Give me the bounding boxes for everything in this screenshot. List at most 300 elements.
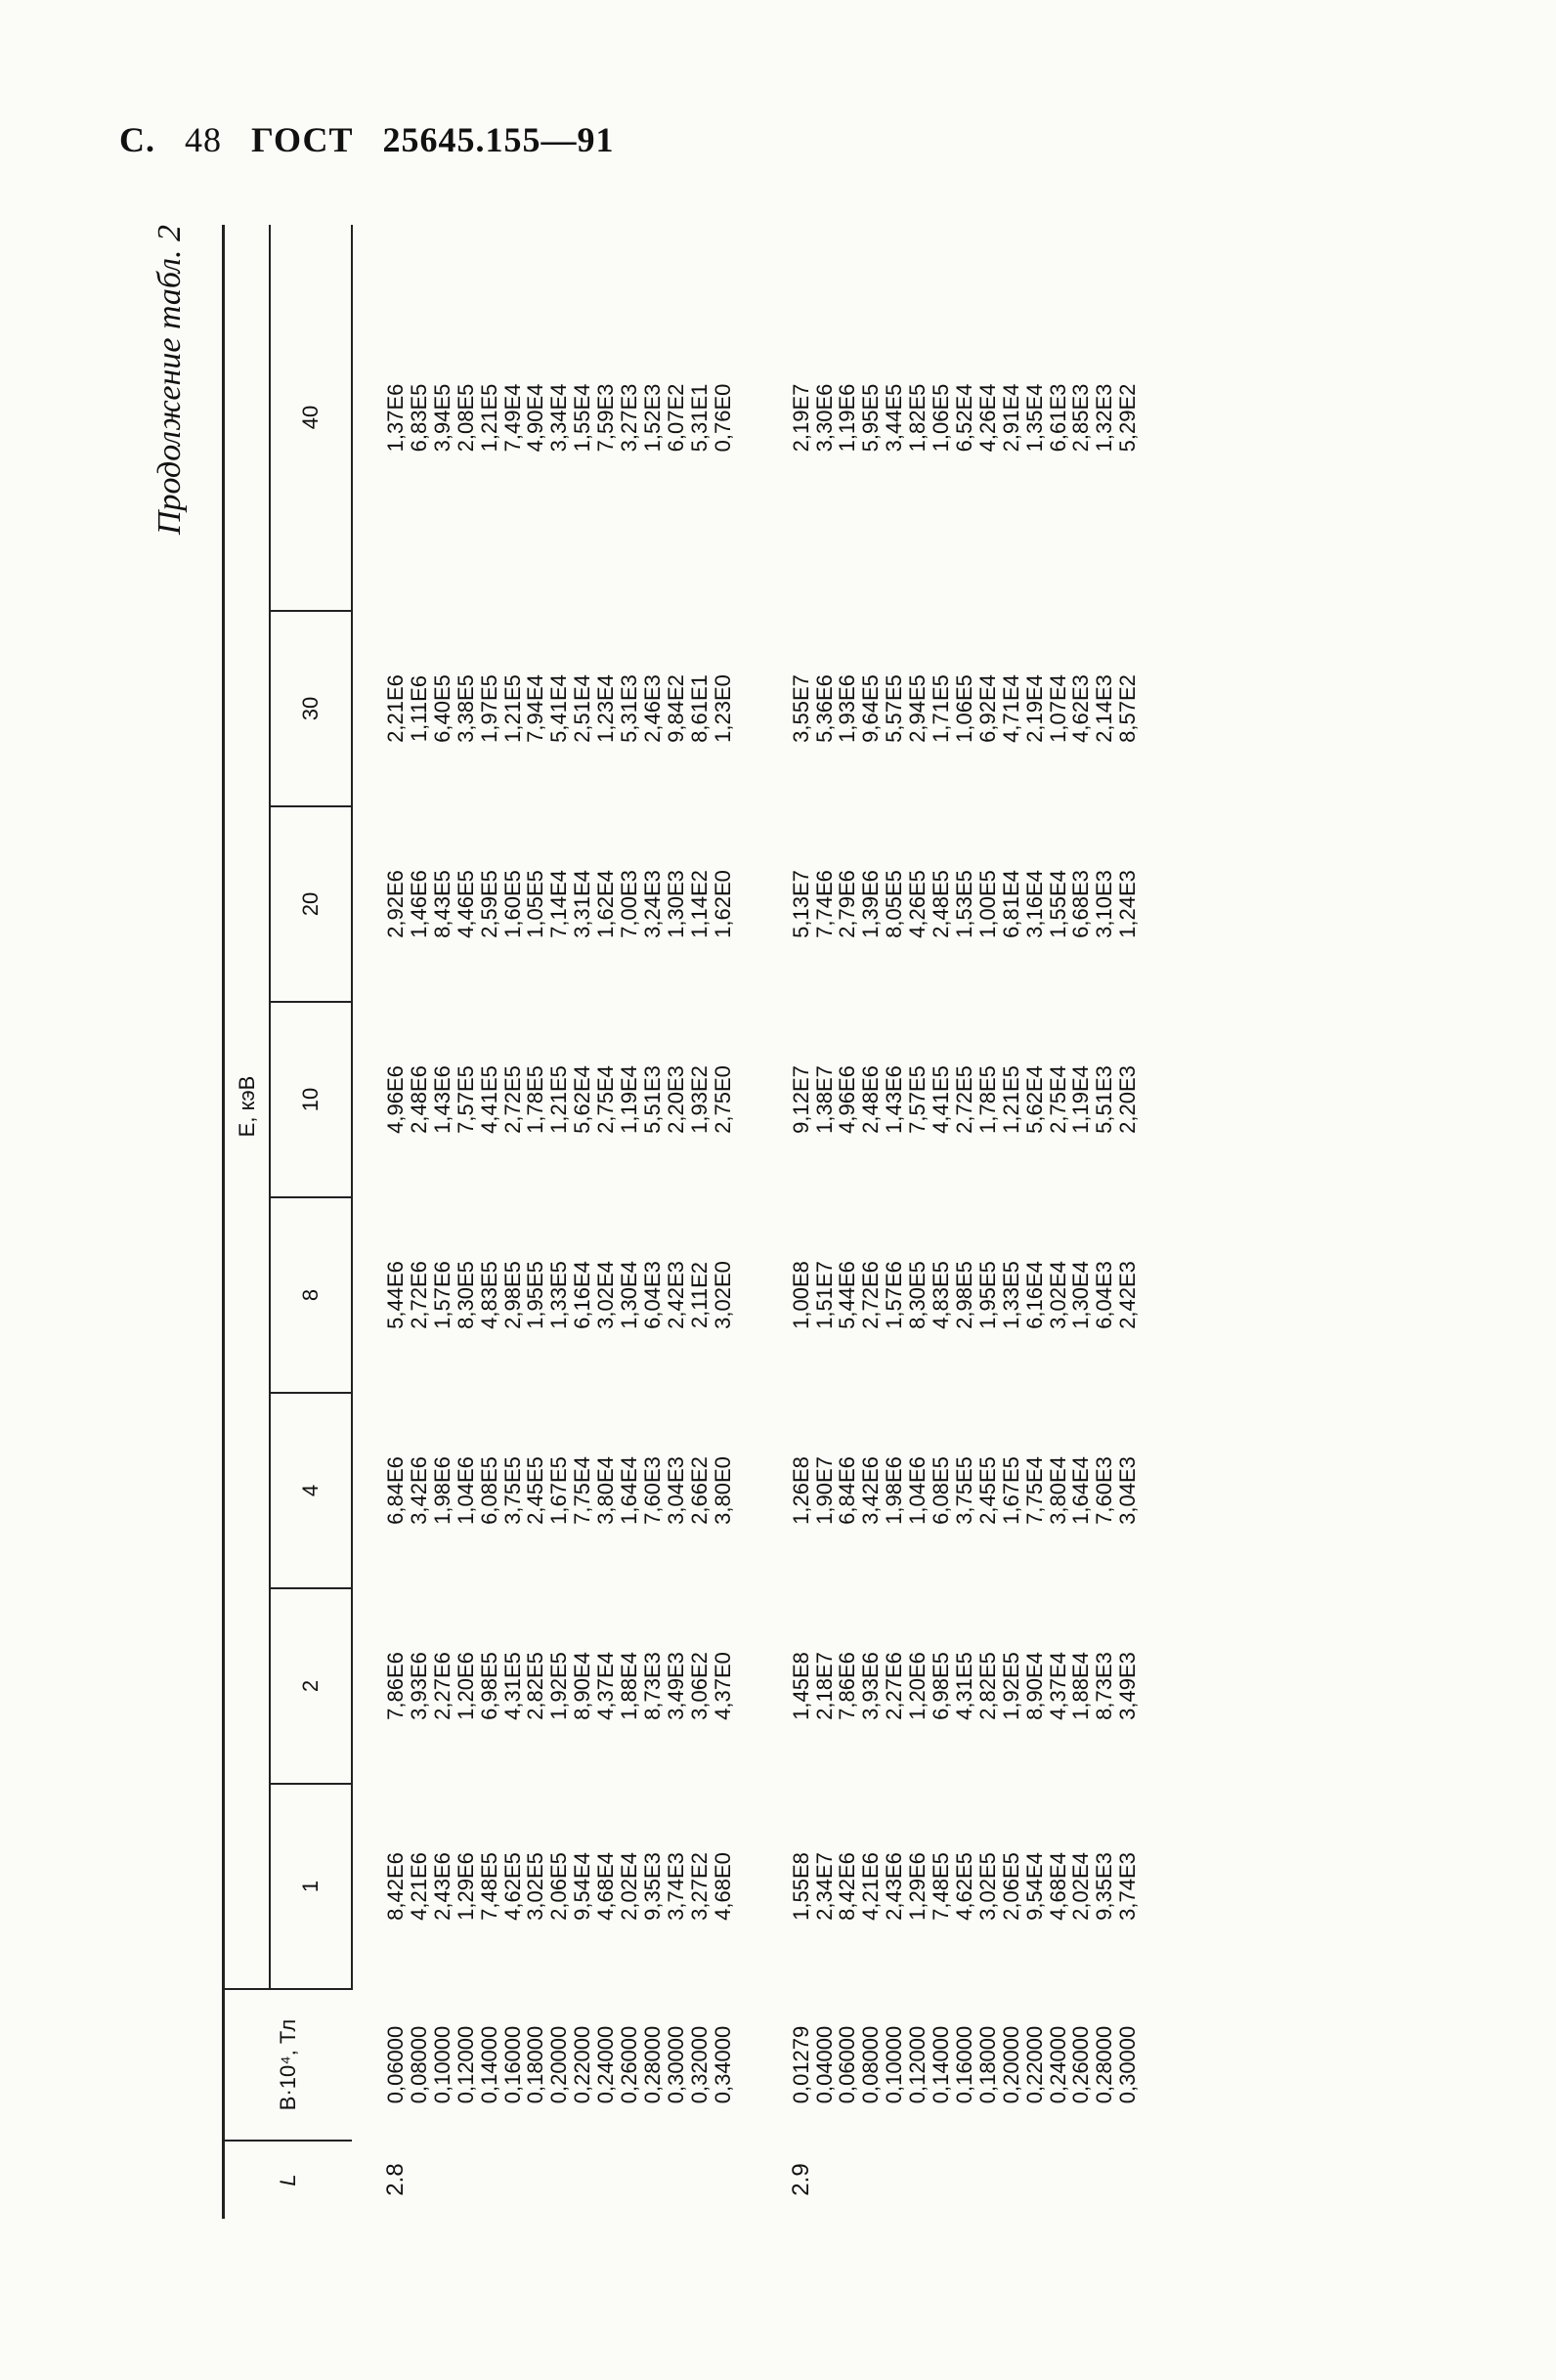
flux-value: 1,53E5 [951, 870, 976, 938]
flux-value: 7,57E5 [453, 1065, 478, 1134]
B-value: 0,26000 [1068, 2025, 1094, 2104]
flux-value: 5,41E4 [546, 674, 572, 743]
flux-value: 3,24E3 [639, 870, 665, 938]
table-caption: Продолжение табл. 2 [151, 225, 188, 536]
flux-value: 2,85E3 [1068, 383, 1094, 453]
flux-value: 1,21E5 [476, 383, 501, 453]
flux-value: 3,04E3 [1115, 1456, 1141, 1525]
flux-value: 8,42E6 [383, 1852, 408, 1921]
flux-value: 2,45E5 [523, 1456, 548, 1525]
flux-value: 2,59E5 [476, 870, 501, 938]
flux-value: 7,86E6 [835, 1652, 860, 1720]
flux-value: 1,82E5 [905, 383, 930, 453]
flux-value: 1,51E7 [811, 1261, 837, 1329]
energy-header: 8 [270, 1197, 352, 1393]
B-value: 0,20000 [998, 2025, 1023, 2104]
B-value: 0,14000 [929, 2025, 954, 2104]
flux-value: 6,84E6 [835, 1456, 860, 1525]
flux-value: 5,29E2 [1115, 383, 1141, 453]
flux-value: 1,14E2 [686, 870, 712, 938]
flux-value: 2,92E6 [383, 870, 408, 938]
flux-value: 4,31E5 [951, 1652, 976, 1720]
flux-column [790, 225, 1141, 611]
flux-value: 2,79E6 [835, 870, 860, 938]
flux-value: 1,43E6 [882, 1065, 907, 1134]
flux-value: 7,00E3 [617, 870, 642, 938]
flux-value: 8,30E5 [905, 1261, 930, 1329]
flux-value: 5,62E4 [1021, 1065, 1047, 1134]
flux-value: 1,46E6 [406, 870, 431, 938]
flux-value: 6,08E5 [476, 1456, 501, 1525]
flux-value: 7,48E5 [476, 1852, 501, 1921]
flux-value: 2,98E5 [499, 1261, 525, 1329]
flux-value: 2,06E5 [998, 1852, 1023, 1921]
flux-value: 2,19E7 [788, 383, 813, 453]
flux-value: 1,21E5 [998, 1065, 1023, 1134]
flux-value: 8,43E5 [429, 870, 454, 938]
flux-value: 2,27E6 [882, 1652, 907, 1720]
flux-value: 6,07E2 [663, 383, 688, 453]
flux-value: 3,74E3 [663, 1852, 688, 1921]
B-value: 0,18000 [974, 2025, 1000, 2104]
B-value: 0,20000 [546, 2025, 572, 2104]
flux-value: 2,72E5 [951, 1065, 976, 1134]
flux-value: 3,04E3 [663, 1456, 688, 1525]
flux-value: 3,80E4 [593, 1456, 619, 1525]
flux-value: 1,20E6 [905, 1652, 930, 1720]
flux-value: 2,43E6 [882, 1852, 907, 1921]
flux-column [384, 1784, 735, 1989]
flux-value: 7,60E3 [639, 1456, 665, 1525]
flux-column [790, 1393, 1141, 1588]
rotated-table-area [151, 225, 1141, 2219]
flux-value: 7,14E4 [546, 870, 572, 938]
flux-value: 1,30E4 [1068, 1261, 1094, 1329]
flux-value: 1,67E5 [546, 1456, 572, 1525]
flux-value: 1,78E5 [974, 1065, 1000, 1134]
flux-value: 4,62E5 [499, 1852, 525, 1921]
flux-value: 2,75E0 [710, 1065, 735, 1134]
flux-value: 2,21E6 [383, 674, 408, 743]
B-value: 0,32000 [686, 2025, 712, 2104]
flux-value: 2,72E6 [858, 1261, 884, 1329]
B-value: 0,22000 [1021, 2025, 1047, 2104]
flux-value: 1,78E5 [523, 1065, 548, 1134]
B-value: 0,34000 [710, 2025, 735, 2104]
flux-value: 1,95E5 [974, 1261, 1000, 1329]
flux-column [790, 1784, 1141, 1989]
flux-value: 1,71E5 [929, 674, 954, 743]
flux-value: 2,98E5 [951, 1261, 976, 1329]
flux-value: 1,92E5 [998, 1652, 1023, 1720]
flux-value: 4,68E0 [710, 1852, 735, 1921]
flux-value: 2,43E6 [429, 1852, 454, 1921]
flux-value: 1,57E6 [429, 1261, 454, 1329]
flux-value: 6,98E5 [929, 1652, 954, 1720]
flux-column [790, 1002, 1141, 1197]
flux-value: 1,26E8 [788, 1456, 813, 1525]
flux-column [384, 1197, 735, 1393]
flux-value: 1,06E5 [929, 383, 954, 453]
B-value: 0,18000 [523, 2025, 548, 2104]
flux-value: 1,93E6 [835, 674, 860, 743]
flux-value: 1,30E3 [663, 870, 688, 938]
flux-value: 8,73E3 [639, 1652, 665, 1720]
flux-value: 4,62E3 [1068, 674, 1094, 743]
flux-value: 3,02E5 [523, 1852, 548, 1921]
flux-value: 5,95E5 [858, 383, 884, 453]
flux-value: 1,98E6 [882, 1456, 907, 1525]
flux-value: 5,62E4 [570, 1065, 595, 1134]
flux-value: 4,26E4 [974, 383, 1000, 453]
flux-column [790, 611, 1141, 806]
flux-value: 4,62E5 [951, 1852, 976, 1921]
flux-value: 2,72E5 [499, 1065, 525, 1134]
flux-value: 1,11E6 [406, 674, 431, 743]
flux-value: 1,90E7 [811, 1456, 837, 1525]
energy-header: 20 [270, 806, 352, 1002]
B-value: 0,24000 [1045, 2025, 1070, 2104]
energy-header: 10 [270, 1002, 352, 1197]
flux-value: 3,02E5 [974, 1852, 1000, 1921]
flux-value: 1,32E3 [1092, 383, 1117, 453]
flux-value: 2,19E4 [1021, 674, 1047, 743]
flux-value: 9,54E4 [1021, 1852, 1047, 1921]
flux-value: 5,51E3 [639, 1065, 665, 1134]
flux-value: 3,10E3 [1092, 870, 1117, 938]
flux-value: 4,96E6 [383, 1065, 408, 1134]
flux-value: 6,16E4 [570, 1261, 595, 1329]
flux-value: 1,92E5 [546, 1652, 572, 1720]
B-value: 0,08000 [406, 2025, 431, 2104]
flux-value: 2,51E4 [570, 674, 595, 743]
flux-value: 2,75E4 [1045, 1065, 1070, 1134]
flux-value: 0,76E0 [710, 383, 735, 453]
flux-column [384, 1002, 735, 1197]
flux-value: 4,96E6 [835, 1065, 860, 1134]
flux-value: 1,64E4 [1068, 1456, 1094, 1525]
B-value: 0,30000 [663, 2025, 688, 2104]
flux-column [790, 1588, 1141, 1784]
B-value: 0,06000 [835, 2025, 860, 2104]
flux-value: 3,75E5 [499, 1456, 525, 1525]
flux-value: 1,45E8 [788, 1652, 813, 1720]
flux-value: 1,88E4 [1068, 1652, 1094, 1720]
flux-column [384, 1393, 735, 1588]
flux-value: 7,60E3 [1092, 1456, 1117, 1525]
E-header: E, кэВ [224, 225, 271, 1989]
flux-value: 9,54E4 [570, 1852, 595, 1921]
flux-value: 3,02E4 [1045, 1261, 1070, 1329]
flux-value: 4,37E4 [593, 1652, 619, 1720]
flux-value: 2,14E3 [1092, 674, 1117, 743]
flux-value: 3,30E6 [811, 383, 837, 453]
standard-code: 25645.155—91 [382, 120, 615, 159]
flux-value: 1,97E5 [476, 674, 501, 743]
flux-value: 6,04E3 [639, 1261, 665, 1329]
B-value: 0,28000 [639, 2025, 665, 2104]
flux-value: 3,06E2 [686, 1652, 712, 1720]
flux-value: 9,35E3 [639, 1852, 665, 1921]
flux-value: 5,31E1 [686, 383, 712, 453]
data-table [222, 225, 1140, 2219]
flux-value: 4,83E5 [929, 1261, 954, 1329]
flux-value: 3,42E6 [406, 1456, 431, 1525]
flux-value: 6,16E4 [1021, 1261, 1047, 1329]
flux-value: 1,07E4 [1045, 674, 1070, 743]
B-value: 0,01279 [788, 2025, 813, 2104]
flux-value: 1,88E4 [617, 1652, 642, 1720]
flux-value: 2,34E7 [811, 1852, 837, 1921]
flux-value: 2,02E4 [617, 1852, 642, 1921]
flux-value: 1,23E4 [593, 674, 619, 743]
flux-value: 3,27E2 [686, 1852, 712, 1921]
flux-value: 6,68E3 [1068, 870, 1094, 938]
flux-value: 3,31E4 [570, 870, 595, 938]
L-value: 2.9 [787, 2163, 814, 2196]
flux-value: 4,83E5 [476, 1261, 501, 1329]
B-value: 0,06000 [383, 2025, 408, 2104]
B-value: 0,24000 [593, 2025, 619, 2104]
flux-value: 1,30E4 [617, 1261, 642, 1329]
B-header: B·10⁴, Тл [224, 1989, 353, 2141]
flux-value: 1,52E3 [639, 383, 665, 453]
L-header: L [224, 2141, 353, 2219]
flux-value: 6,84E6 [383, 1456, 408, 1525]
L-value: 2.8 [382, 2163, 409, 2196]
B-value: 0,10000 [882, 2025, 907, 2104]
flux-value: 7,74E6 [811, 870, 837, 938]
flux-value: 7,48E5 [929, 1852, 954, 1921]
flux-value: 2,48E5 [929, 870, 954, 938]
flux-value: 1,93E2 [686, 1065, 712, 1134]
flux-value: 4,41E5 [476, 1065, 501, 1134]
B-value: 0,16000 [951, 2025, 976, 2104]
flux-value: 1,98E6 [429, 1456, 454, 1525]
flux-value: 1,04E6 [453, 1456, 478, 1525]
flux-value: 6,61E3 [1045, 383, 1070, 453]
flux-value: 1,64E4 [617, 1456, 642, 1525]
table-row-group [790, 225, 1141, 2219]
flux-value: 3,94E5 [429, 383, 454, 453]
flux-value: 6,04E3 [1092, 1261, 1117, 1329]
flux-value: 2,08E5 [453, 383, 478, 453]
flux-value: 7,57E5 [905, 1065, 930, 1134]
flux-value: 2,42E3 [1115, 1261, 1141, 1329]
flux-value: 1,55E8 [788, 1852, 813, 1921]
B-value: 0,12000 [905, 2025, 930, 2104]
flux-value: 6,81E4 [998, 870, 1023, 938]
flux-value: 3,34E4 [546, 383, 572, 453]
flux-value: 1,21E5 [499, 674, 525, 743]
flux-value: 3,49E3 [663, 1652, 688, 1720]
energy-header: 30 [270, 611, 352, 806]
flux-value: 4,37E4 [1045, 1652, 1070, 1720]
flux-value: 1,95E5 [523, 1261, 548, 1329]
flux-value: 1,19E4 [1068, 1065, 1094, 1134]
flux-value: 8,30E5 [453, 1261, 478, 1329]
flux-value: 8,05E5 [882, 870, 907, 938]
B-value: 0,08000 [858, 2025, 884, 2104]
flux-value: 1,00E5 [974, 870, 1000, 938]
B-value: 0,14000 [476, 2025, 501, 2104]
flux-value: 2,82E5 [974, 1652, 1000, 1720]
flux-value: 6,83E5 [406, 383, 431, 453]
flux-value: 2,45E5 [974, 1456, 1000, 1525]
flux-value: 1,04E6 [905, 1456, 930, 1525]
flux-value: 6,98E5 [476, 1652, 501, 1720]
flux-value: 1,37E6 [383, 383, 408, 453]
flux-value: 3,75E5 [951, 1456, 976, 1525]
energy-header: 40 [270, 225, 352, 611]
flux-value: 8,57E2 [1115, 674, 1141, 743]
flux-value: 5,36E6 [811, 674, 837, 743]
flux-value: 1,35E4 [1021, 383, 1047, 453]
flux-value: 2,06E5 [546, 1852, 572, 1921]
flux-value: 3,27E3 [617, 383, 642, 453]
flux-value: 2,20E3 [663, 1065, 688, 1134]
flux-value: 1,62E4 [593, 870, 619, 938]
flux-value: 6,08E5 [929, 1456, 954, 1525]
flux-value: 7,59E3 [593, 383, 619, 453]
flux-value: 1,29E6 [453, 1852, 478, 1921]
flux-value: 2,48E6 [406, 1065, 431, 1134]
flux-value: 1,29E6 [905, 1852, 930, 1921]
flux-value: 2,91E4 [998, 383, 1023, 453]
flux-value: 5,51E3 [1092, 1065, 1117, 1134]
flux-value: 3,44E5 [882, 383, 907, 453]
flux-column [384, 806, 735, 1002]
flux-value: 2,02E4 [1068, 1852, 1094, 1921]
flux-column [790, 806, 1141, 1002]
flux-value: 1,57E6 [882, 1261, 907, 1329]
flux-value: 2,48E6 [858, 1065, 884, 1134]
flux-value: 1,33E5 [998, 1261, 1023, 1329]
B-values [384, 1989, 735, 2141]
flux-column [384, 611, 735, 806]
page-number: 48 [185, 120, 222, 159]
flux-value: 1,60E5 [499, 870, 525, 938]
flux-value: 6,52E4 [951, 383, 976, 453]
flux-value: 9,64E5 [858, 674, 884, 743]
flux-value: 8,42E6 [835, 1852, 860, 1921]
B-value: 0,28000 [1092, 2025, 1117, 2104]
flux-value: 2,72E6 [406, 1261, 431, 1329]
page-header [119, 119, 643, 178]
flux-value: 1,33E5 [546, 1261, 572, 1329]
flux-value: 4,46E5 [453, 870, 478, 938]
flux-value: 4,31E5 [499, 1652, 525, 1720]
flux-value: 4,21E6 [406, 1852, 431, 1921]
flux-value: 2,46E3 [639, 674, 665, 743]
flux-value: 1,67E5 [998, 1456, 1023, 1525]
flux-value: 5,57E5 [882, 674, 907, 743]
flux-value: 1,55E4 [1045, 870, 1070, 938]
flux-value: 1,23E0 [710, 674, 735, 743]
flux-column [384, 1588, 735, 1784]
flux-value: 3,55E7 [788, 674, 813, 743]
B-value: 0,26000 [617, 2025, 642, 2104]
flux-value: 2,94E5 [905, 674, 930, 743]
table-row-group [384, 225, 735, 2219]
flux-value: 4,68E4 [593, 1852, 619, 1921]
flux-value: 1,21E5 [546, 1065, 572, 1134]
flux-value: 3,02E4 [593, 1261, 619, 1329]
flux-value: 1,19E6 [835, 383, 860, 453]
flux-value: 1,19E4 [617, 1065, 642, 1134]
flux-value: 9,84E2 [663, 674, 688, 743]
flux-value: 4,71E4 [998, 674, 1023, 743]
standard-label: ГОСТ [251, 120, 354, 159]
flux-value: 8,73E3 [1092, 1652, 1117, 1720]
flux-value: 4,26E5 [905, 870, 930, 938]
flux-value: 3,42E6 [858, 1456, 884, 1525]
flux-column [384, 225, 735, 611]
B-value: 0,12000 [453, 2025, 478, 2104]
energy-header: 2 [270, 1588, 352, 1784]
flux-value: 8,90E4 [1021, 1652, 1047, 1720]
flux-value: 1,24E3 [1115, 870, 1141, 938]
flux-value: 5,13E7 [788, 870, 813, 938]
flux-value: 3,80E0 [710, 1456, 735, 1525]
B-value: 0,16000 [499, 2025, 525, 2104]
flux-value: 1,43E6 [429, 1065, 454, 1134]
flux-value: 2,66E2 [686, 1456, 712, 1525]
B-values [790, 1989, 1141, 2141]
flux-value: 1,39E6 [858, 870, 884, 938]
flux-value: 2,27E6 [429, 1652, 454, 1720]
flux-value: 7,75E4 [570, 1456, 595, 1525]
flux-value: 9,35E3 [1092, 1852, 1117, 1921]
flux-value: 3,02E0 [710, 1261, 735, 1329]
flux-value: 4,90E4 [523, 383, 548, 453]
B-value: 0,10000 [429, 2025, 454, 2104]
flux-value: 1,05E5 [523, 870, 548, 938]
flux-value: 1,55E4 [570, 383, 595, 453]
flux-value: 1,00E8 [788, 1261, 813, 1329]
flux-value: 1,62E0 [710, 870, 735, 938]
flux-value: 9,12E7 [788, 1065, 813, 1134]
energy-header: 4 [270, 1393, 352, 1588]
flux-value: 3,74E3 [1115, 1852, 1141, 1921]
B-value: 0,22000 [570, 2025, 595, 2104]
flux-value: 4,21E6 [858, 1852, 884, 1921]
flux-value: 8,61E1 [686, 674, 712, 743]
flux-value: 7,49E4 [499, 383, 525, 453]
flux-value: 3,16E4 [1021, 870, 1047, 938]
energy-header: 1 [270, 1784, 352, 1989]
flux-value: 3,49E3 [1115, 1652, 1141, 1720]
flux-value: 3,93E6 [406, 1652, 431, 1720]
flux-value: 2,11E2 [686, 1261, 712, 1329]
flux-value: 4,37E0 [710, 1652, 735, 1720]
flux-value: 1,20E6 [453, 1652, 478, 1720]
flux-value: 7,75E4 [1021, 1456, 1047, 1525]
flux-value: 2,75E4 [593, 1065, 619, 1134]
flux-value: 1,06E5 [951, 674, 976, 743]
flux-value: 6,40E5 [429, 674, 454, 743]
flux-value: 4,41E5 [929, 1065, 954, 1134]
flux-value: 2,82E5 [523, 1652, 548, 1720]
page-prefix: С. [119, 120, 155, 159]
B-value: 0,30000 [1115, 2025, 1141, 2104]
flux-value: 4,68E4 [1045, 1852, 1070, 1921]
flux-value: 7,86E6 [383, 1652, 408, 1720]
flux-value: 6,92E4 [974, 674, 1000, 743]
flux-value: 2,18E7 [811, 1652, 837, 1720]
flux-value: 3,80E4 [1045, 1456, 1070, 1525]
flux-value: 5,44E6 [835, 1261, 860, 1329]
